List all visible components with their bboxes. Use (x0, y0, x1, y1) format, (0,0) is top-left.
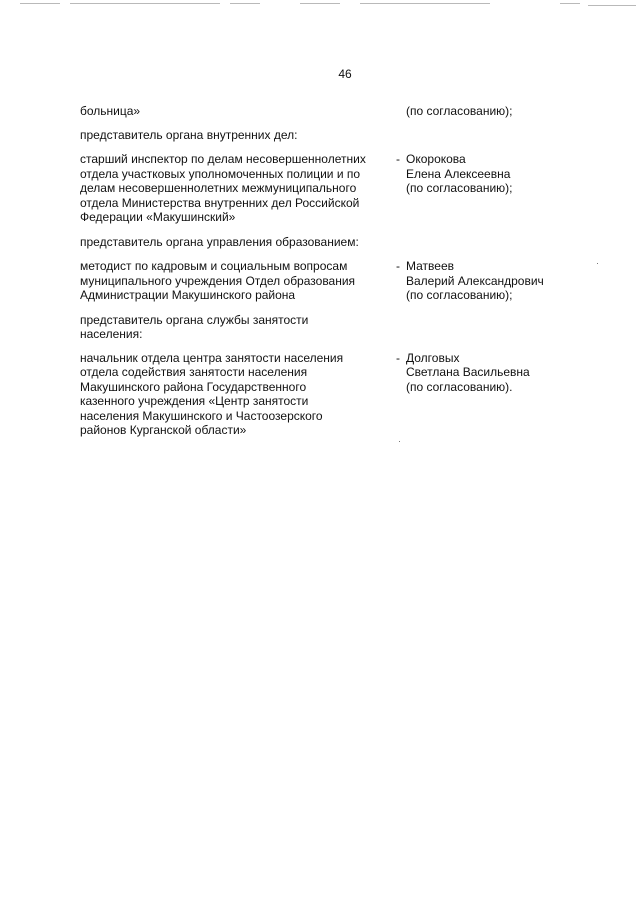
dash-separator: - (396, 259, 400, 273)
text-line: представитель органа внутренних дел: (80, 127, 298, 142)
section-heading (80, 313, 580, 342)
section-heading (80, 235, 580, 250)
member-name (406, 351, 576, 395)
section-heading-text (80, 313, 400, 342)
member-name (406, 152, 576, 196)
dash-separator: - (396, 152, 400, 166)
text-line: казенного учреждения «Центр занятости (80, 394, 309, 408)
member-position (80, 104, 396, 119)
section-heading-text (80, 128, 400, 143)
text-line: Администрации Макушинского района (80, 288, 296, 302)
text-line: начальник отдела центра занятости населения (80, 350, 344, 365)
member-entry (80, 104, 580, 119)
text-line: Федерации «Макушинский» (80, 210, 236, 224)
text-line: Макушинского района Государственного (80, 379, 307, 394)
text-line: отдела участковых уполномоченных полиции и по (80, 166, 361, 181)
member-name (406, 259, 576, 303)
text-line: представитель органа управления образованием: (80, 234, 359, 249)
member-position (80, 259, 396, 303)
text-line: старший инспектор по делам несовершеннолетних (80, 152, 366, 166)
text-line: Елена Алексеевна (406, 166, 511, 181)
text-line: муниципального учреждения Отдел образования (80, 273, 356, 288)
member-entry (80, 152, 580, 225)
member-position (80, 152, 396, 225)
text-line: (по согласованию); (406, 104, 513, 118)
text-line: Матвеев (406, 259, 454, 273)
text-line: методист по кадровым и социальным вопросам (80, 259, 348, 273)
section-heading-text (80, 235, 400, 250)
text-line: делам несовершеннолетних межмуниципального (80, 181, 357, 195)
text-line: Валерий Александрович (406, 273, 544, 288)
member-entry (80, 259, 580, 303)
text-line: Светлана Васильевна (406, 365, 530, 379)
text-line: больница» (80, 104, 141, 118)
member-name (406, 104, 576, 119)
text-line: отдела Министерства внутренних дел Российской (80, 195, 360, 210)
text-line: (по согласованию). (406, 379, 513, 394)
member-entry (80, 351, 580, 438)
text-line: Долговых (406, 350, 460, 365)
scan-speck (399, 441, 400, 442)
text-line: (по согласованию); (406, 181, 513, 195)
text-line: населения: (80, 327, 143, 341)
text-line: (по согласованию); (406, 288, 513, 302)
text-line: отдела содействия занятости населения (80, 365, 308, 379)
dash-separator: - (396, 350, 400, 365)
text-line: представитель органа службы занятости (80, 312, 309, 327)
text-line: Окорокова (406, 152, 466, 166)
page-number: 46 (338, 67, 352, 81)
member-position (80, 351, 396, 438)
document-body (80, 94, 580, 438)
section-heading (80, 128, 580, 143)
text-line: населения Макушинского и Частоозерского (80, 408, 323, 423)
scan-speck (597, 263, 598, 264)
scan-artifact-top-edge (0, 0, 640, 8)
text-line: районов Курганской области» (80, 423, 247, 437)
